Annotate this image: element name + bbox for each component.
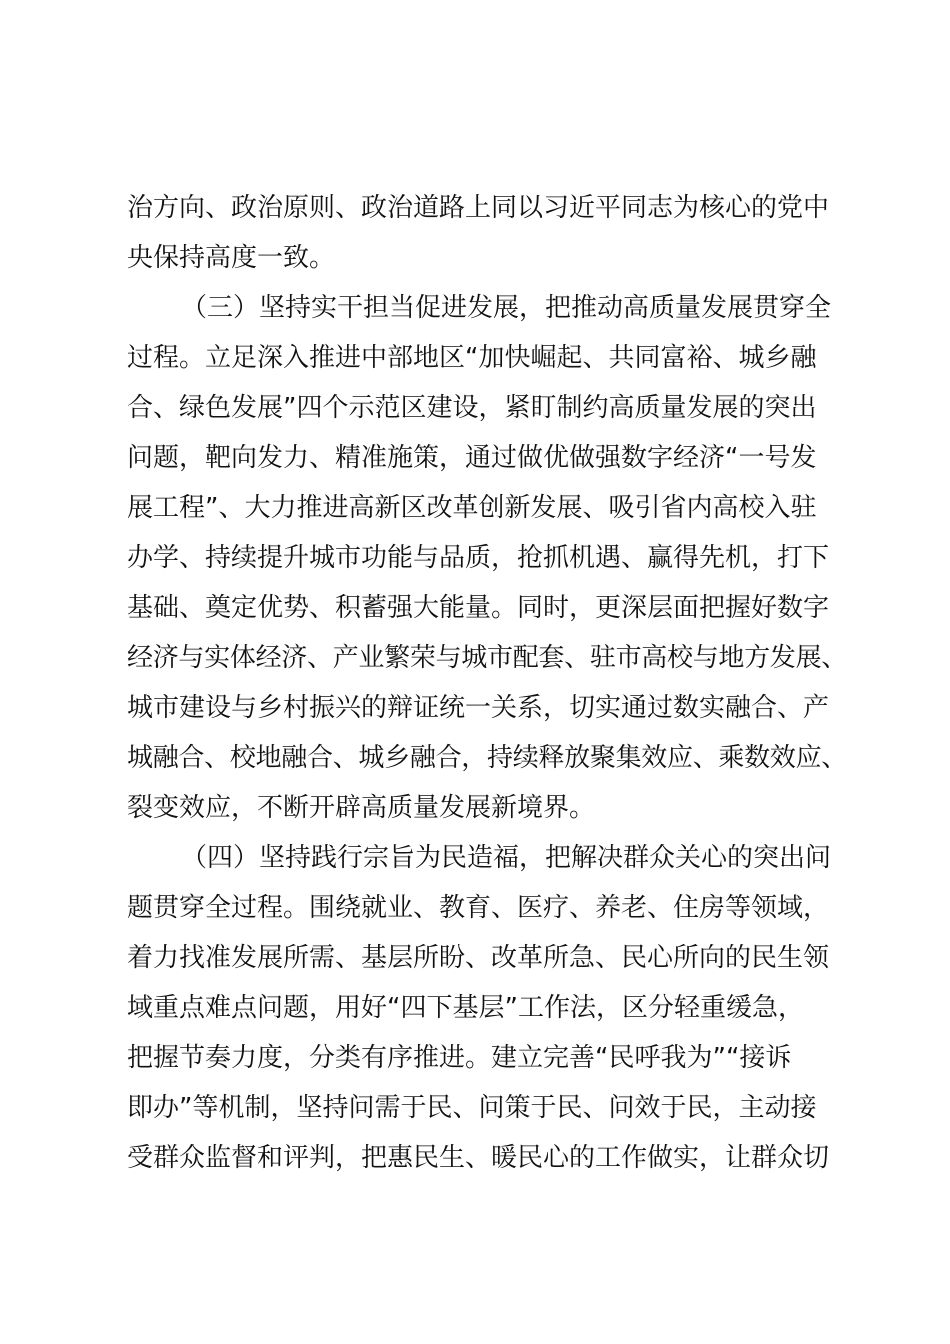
- text-line: 央保持高度一致。: [127, 243, 336, 273]
- text-line: 域重点难点问题，用好“四下基层”工作法，区分轻重缓急，: [127, 993, 804, 1023]
- text-line: 着力找准发展所需、基层所盼、改革所急、民心所向的民生领: [127, 943, 830, 973]
- text-line: 即办”等机制，坚持问需于民、问策于民、问效于民，主动接: [127, 1093, 817, 1123]
- text-line: （四）坚持践行宗旨为民造福，把解决群众关心的突出问: [181, 843, 832, 873]
- document-body: [127, 183, 847, 1183]
- text-line: 基础、奠定优势、积蓄强大能量。同时，更深层面把握好数字: [127, 593, 830, 623]
- text-line: 城融合、校地融合、城乡融合，持续释放聚集效应、乘数效应、: [127, 743, 847, 773]
- text-line: 裂变效应，不断开辟高质量发展新境界。: [127, 793, 596, 823]
- text-line: 治方向、政治原则、政治道路上同以习近平同志为核心的党中: [127, 193, 830, 223]
- text-line: （三）坚持实干担当促进发展，把推动高质量发展贯穿全: [181, 293, 832, 323]
- text-line: 展工程”、大力推进高新区改革创新发展、吸引省内高校入驻: [127, 493, 817, 523]
- text-line: 问题，靶向发力、精准施策，通过做优做强数字经济“一号发: [127, 443, 817, 473]
- text-line: 办学、持续提升城市功能与品质，抢抓机遇、赢得先机，打下: [127, 543, 830, 573]
- text-line: 合、绿色发展”四个示范区建设，紧盯制约高质量发展的突出: [127, 393, 817, 423]
- text-line: 过程。立足深入推进中部地区“加快崛起、共同富裕、城乡融: [127, 343, 817, 373]
- text-line: 受群众监督和评判，把惠民生、暖民心的工作做实，让群众切: [127, 1143, 830, 1173]
- text-line: 经济与实体经济、产业繁荣与城市配套、驻市高校与地方发展、: [127, 643, 847, 673]
- text-line: 城市建设与乡村振兴的辩证统一关系，切实通过数实融合、产: [127, 693, 830, 723]
- text-line: 题贯穿全过程。围绕就业、教育、医疗、养老、住房等领域，: [127, 893, 830, 923]
- text-line: 把握节奏力度，分类有序推进。建立完善“民呼我为”“接诉: [127, 1043, 792, 1073]
